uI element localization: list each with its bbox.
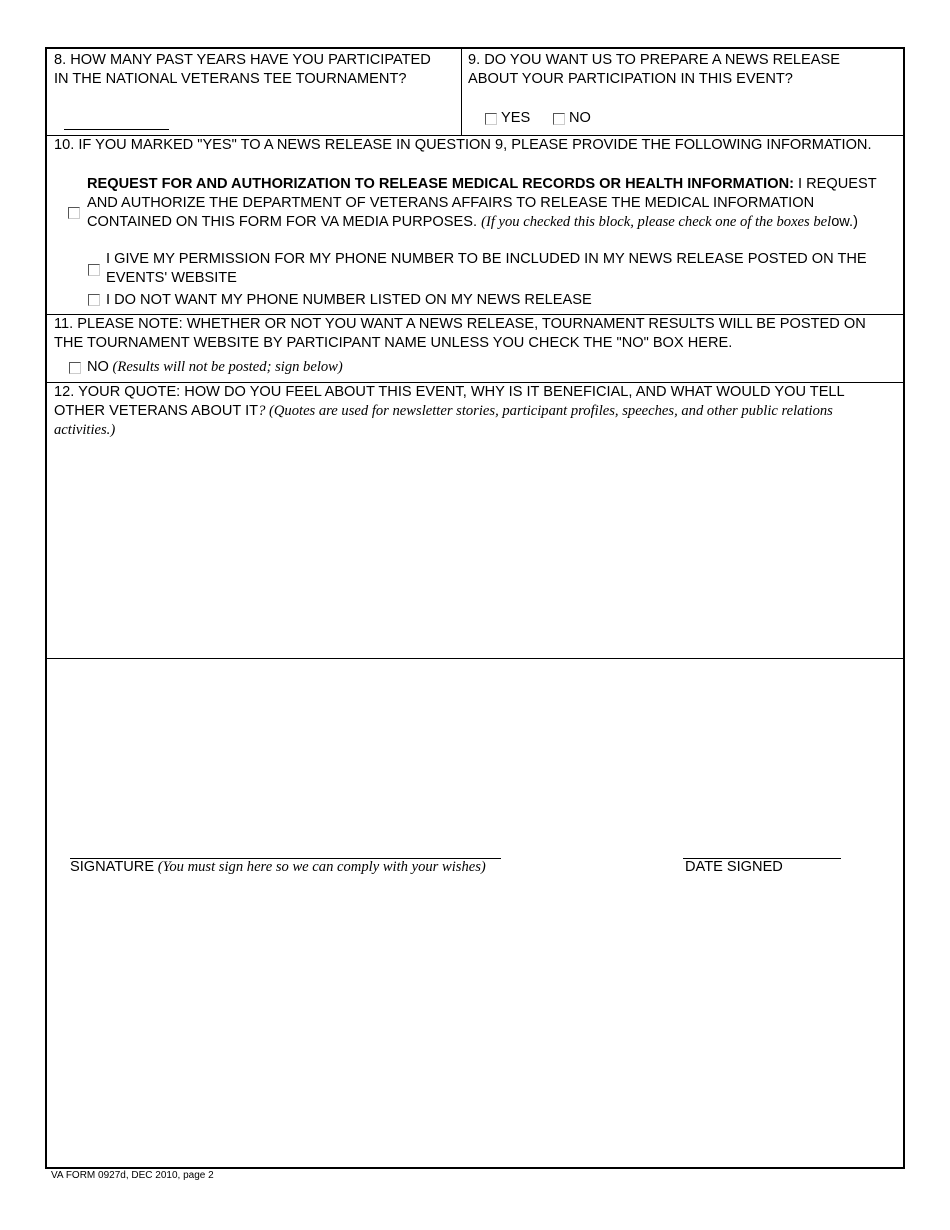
q8-cell [47, 49, 462, 135]
q10-phone-permission-label: I GIVE MY PERMISSION FOR MY PHONE NUMBER TO BE INCLUDED IN MY NEWS RELEASE POSTED ON THE EVENTS' WEBSITE [106, 251, 867, 286]
q12-quote-input[interactable] [53, 445, 897, 650]
row-q10 [47, 136, 903, 315]
va-form-page [45, 47, 905, 1169]
q12-question: 12. YOUR QUOTE: HOW DO YOU FEEL ABOUT THIS EVENT, WHY IS IT BENEFICIAL, AND WHAT WOULD YOU TELL OTHER VETERANS ABOUT IT [54, 384, 845, 419]
signature-note: (You must sign here so we can comply with your wishes) [154, 859, 486, 875]
q10-authorization-note: (If you checked this block, please check one of the boxes bel [481, 214, 832, 230]
q10-authorization-text [87, 175, 887, 232]
q9-yes-checkbox[interactable] [485, 113, 497, 125]
q10-authorization-body: I REQUEST AND AUTHORIZE THE DEPARTMENT OF VETERANS AFFAIRS TO RELEASE THE MEDICAL INFORMATION CONTAINED ON THIS FORM FOR VA MEDIA PURPOSES. [87, 176, 877, 230]
q9-no-label: NO [569, 110, 591, 126]
form-footer: VA FORM 0927d, DEC 2010, page 2 [51, 1170, 214, 1181]
q11-no-checkbox[interactable] [69, 362, 81, 374]
signature-text [70, 858, 490, 877]
q10-phone-deny-label: I DO NOT WANT MY PHONE NUMBER LISTED ON MY NEWS RELEASE [106, 292, 592, 308]
row-q12 [47, 383, 903, 659]
q10-authorization-note-end: ow.) [831, 214, 858, 230]
q8-years-input[interactable] [64, 129, 169, 130]
q12-question-text [54, 383, 894, 440]
q8-question: 8. HOW MANY PAST YEARS HAVE YOU PARTICIPATED IN THE NATIONAL VETERANS TEE TOURNAMENT? [54, 52, 431, 87]
q10-question: 10. IF YOU MARKED "YES" TO A NEWS RELEASE IN QUESTION 9, PLEASE PROVIDE THE FOLLOWING INFORMATION. [54, 137, 872, 153]
q10-authorization-checkbox[interactable] [68, 207, 80, 219]
q9-no-checkbox[interactable] [553, 113, 565, 125]
q12-question-mark: ? [258, 403, 266, 419]
q11-no-text [87, 358, 343, 377]
q11-question: 11. PLEASE NOTE: WHETHER OR NOT YOU WANT A NEWS RELEASE, TOURNAMENT RESULTS WILL BE POSTED ON THE TOURNAMENT WEBSITE BY PARTICIPANT NAME UNLESS YOU CHECK THE "NO" BOX HERE. [54, 316, 866, 351]
q9-question: 9. DO YOU WANT US TO PREPARE A NEWS RELEASE ABOUT YOUR PARTICIPATION IN THIS EVENT? [468, 52, 840, 87]
signature-section [47, 659, 903, 1167]
row-q8-q9 [47, 49, 903, 136]
q9-yes-label: YES [501, 110, 531, 126]
signature-label: SIGNATURE [70, 859, 155, 875]
q10-phone-deny-checkbox[interactable] [88, 294, 100, 306]
q11-no-note: (Results will not be posted; sign below) [108, 359, 343, 375]
q11-no-label: NO [87, 359, 109, 375]
q10-authorization-title: REQUEST FOR AND AUTHORIZATION TO RELEASE MEDICAL RECORDS OR HEALTH INFORMATION: [87, 176, 794, 192]
row-q11 [47, 315, 903, 383]
date-signed-label: DATE SIGNED [685, 859, 783, 875]
q10-phone-permission-checkbox[interactable] [88, 264, 100, 276]
q12-note: (Quotes are used for newsletter stories, participant profiles, speeches, and other public relations activities.) [54, 403, 833, 438]
q9-cell [462, 49, 905, 135]
